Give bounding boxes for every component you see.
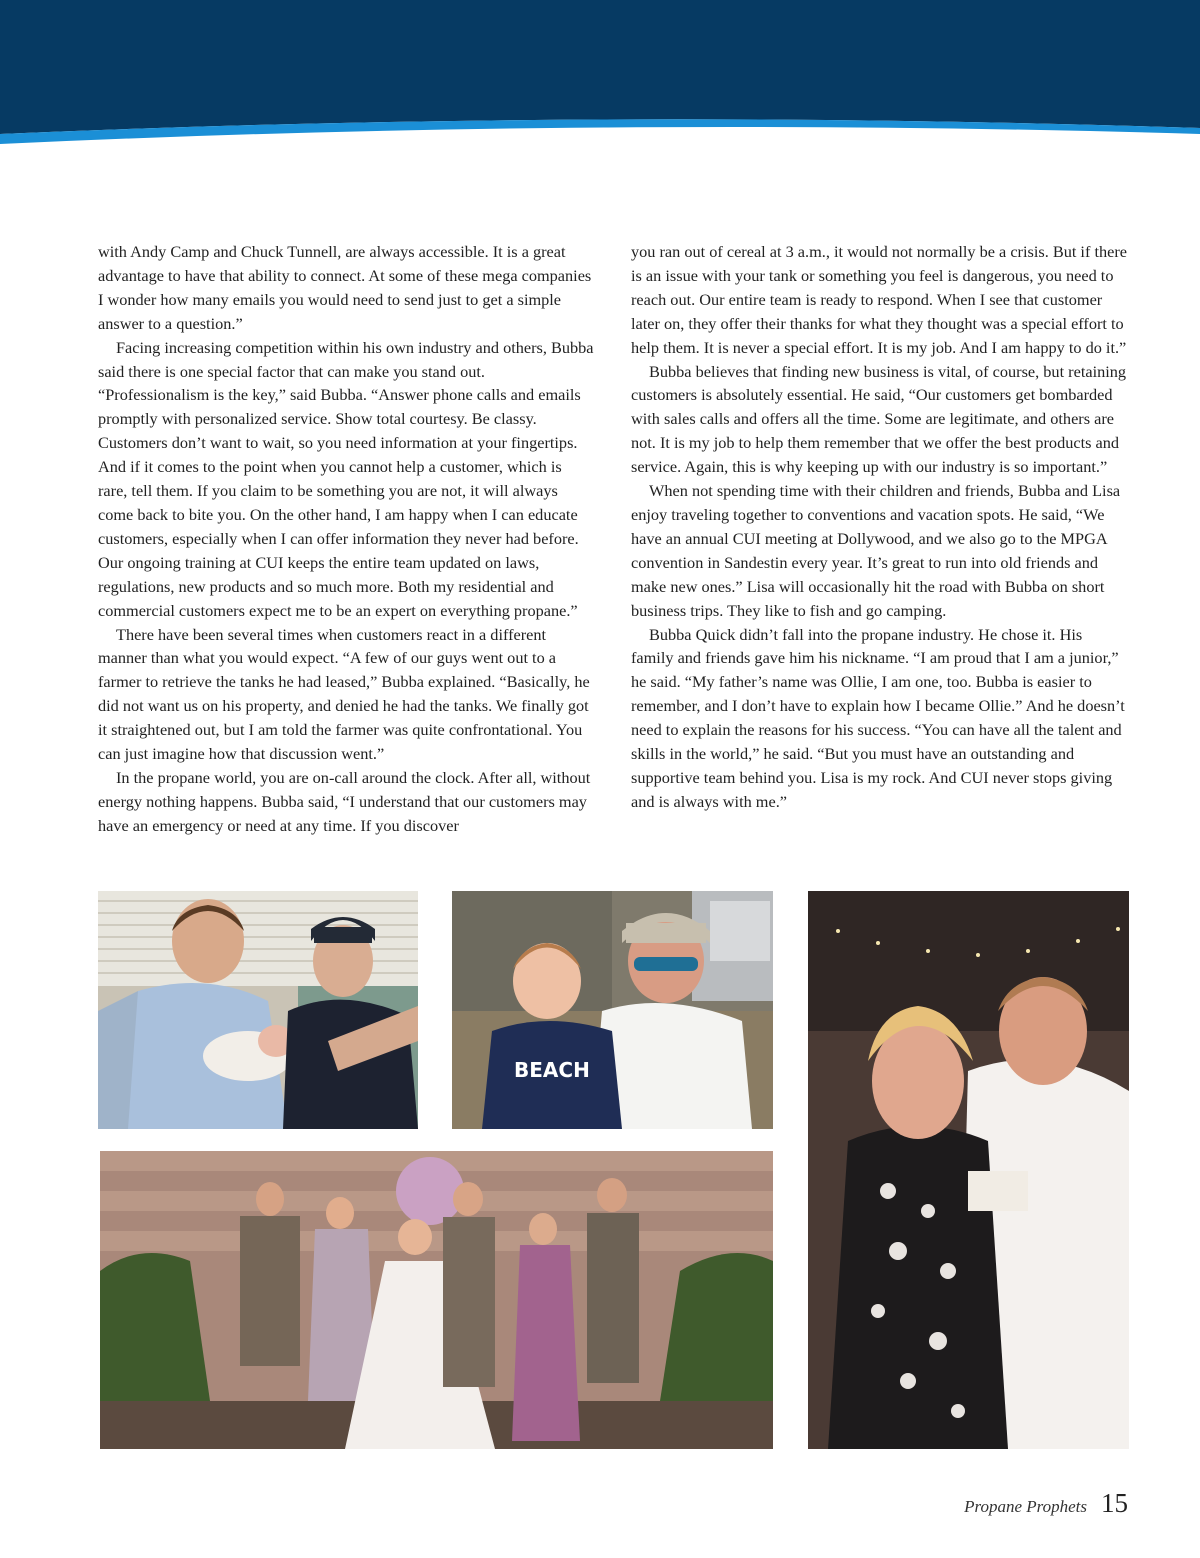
photo-grandson-lap [452,891,773,1129]
paragraph: Bubba Quick didn’t fall into the propane industry. He chose it. His family and friends gave him his nickname. “I am proud that I am a junior,” he said. “My father’s name was Ollie, I am one, too. Bubba is easier to remember, and I don’t have to explain how I became Ollie.” And he doesn’t need to explain the reasons for his success. “You can have all the talent and skills in the world,” he said. “But you must have an outstanding and supportive team behind you. Lisa is my rock. And CUI never stops giving and is always with me.” [631,624,1125,811]
header-band [0,0,1200,150]
article-column-right [631,240,1127,814]
shirt-text: BEACH [514,1058,590,1082]
paragraph: Bubba believes that finding new business is vital, of course, but retaining customers is absolutely essential. He said, “Our customers get bombarded with sales calls and offers all the time. Some are legitimate, and others are not. It is my job to help them remember that we offer the best products and service. Again, this is why keeping up with our industry is so important.” [631,361,1127,477]
page-footer [964,1488,1128,1522]
publication-title: Propane Prophets [964,1497,1087,1516]
photo-family-newborn [98,891,418,1129]
paragraph: Facing increasing competition within his own industry and others, Bubba said there is one special factor that can make you stand out. “Professionalism is the key,” said Bubba. “Answer phone calls and emails promptly with personalized service. Show total courtesy. Be classy. Customers don’t want to wait, so you need information at your fingertips. And if it comes to the point when you cannot help a customer, which is rare, tell them. If you claim to be something you are not, it will always come back to bite you. On the other hand, I am happy when I can educate customers, especially when I can offer information they never had before. Our ongoing training at CUI keeps the entire team updated on laws, regulations, new products and so much more. Both my residential and commercial customers expect me to be an expert on everything propane.” [98,337,594,620]
paragraph: There have been several times when customers react in a different manner than what you would expect. “A few of our guys went out to a farmer to retrieve the tanks he had leased,” Bubba explained. “Basically, he did not want us on his property, and denied he had the tanks. We finally got it straightened out, but I am told the farmer was quite confrontational. You can just imagine how that discussion went.” [98,624,590,764]
article-column-left [98,240,594,838]
paragraph: with Andy Camp and Chuck Tunnell, are always accessible. It is a great advantage to have that ability to connect. At some of these mega companies I wonder how many emails you would need to send just to get a simple answer to a question.” [98,242,592,333]
paragraph: When not spending time with their children and friends, Bubba and Lisa enjoy traveling together to conventions and vacation spots. He said, “We have an annual CUI meeting at Dollywood, and we also go to the MPGA convention in Sandestin every year. It’s great to run into old friends and make new ones.” Lisa will occasionally hit the road with Bubba on short business trips. They like to fish and go camping. [631,481,1121,620]
paragraph: you ran out of cereal at 3 a.m., it would not normally be a crisis. But if there is an issue with your tank or something you feel is dangerous, you need to reach out. Our entire team is ready to respond. When I see that customer later on, they offer their thanks for what they thought was a special effort to help them. It is never a special effort. It is my job. And I am happy to do it.” [631,242,1127,357]
photo-couple [808,891,1129,1449]
paragraph: In the propane world, you are on-call around the clock. After all, without energy nothing happens. Bubba said, “I understand that our customers may have an emergency or need at any time. If you discover [98,767,591,835]
photo-wedding-party [100,1151,773,1449]
page-number: 15 [1101,1488,1128,1518]
